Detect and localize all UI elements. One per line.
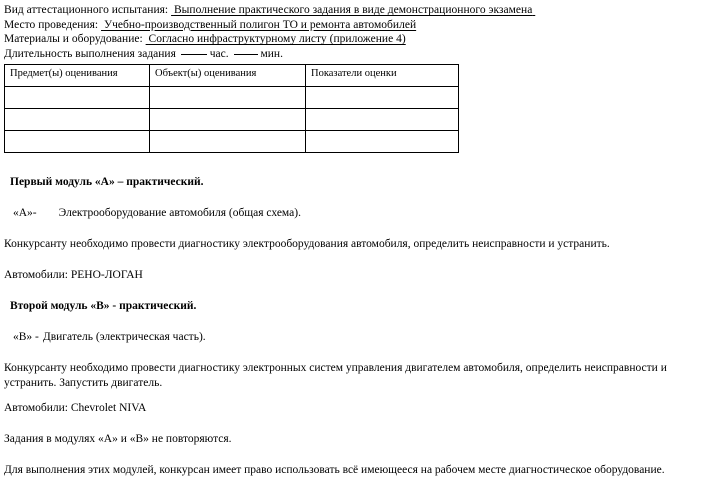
location-line	[4, 18, 698, 33]
materials-line	[4, 32, 698, 47]
spacer	[4, 314, 698, 330]
table-row	[5, 87, 459, 109]
spacer	[4, 153, 698, 175]
spacer	[4, 391, 698, 401]
module-b-heading: Второй модуль «В» - практический.	[10, 300, 197, 313]
table-cell[interactable]	[150, 131, 306, 153]
duration-line	[4, 47, 698, 62]
module-a-topic: Электрооборудование автомобиля (общая схема).	[58, 207, 301, 220]
table-cell[interactable]	[5, 109, 150, 131]
spacer	[4, 252, 698, 268]
module-a-task: Конкурсанту необходимо провести диагностику электрооборудования автомобиля, определить неисправности и устранить.	[4, 238, 610, 251]
exam-type-line	[4, 3, 698, 18]
note-equipment: Для выполнения этих модулей, конкурсан имеет право использовать всё имеющееся на рабочем месте диагностическое оборудование.	[4, 464, 665, 477]
duration-label: Длительность выполнения задания	[4, 47, 176, 60]
table-cell[interactable]	[150, 109, 306, 131]
spacer	[4, 447, 698, 463]
module-a-code: «А»-	[13, 207, 37, 220]
module-b-topic-line	[4, 330, 698, 345]
table-header-cell-object: Объект(ы) оценивания	[150, 65, 306, 87]
location-value: Учебно-производственный полигон ТО и ремонта автомобилей	[103, 18, 417, 31]
table-cell[interactable]	[5, 87, 150, 109]
assessment-table	[4, 64, 459, 153]
table-row	[5, 109, 459, 131]
table-cell[interactable]	[306, 109, 459, 131]
duration-hours-unit: час.	[209, 47, 229, 60]
table-cell[interactable]	[5, 131, 150, 153]
spacer	[4, 416, 698, 432]
table-header-cell-indicators: Показатели оценки	[306, 65, 459, 87]
table-header-row	[5, 65, 459, 87]
module-b-code: «В» -	[13, 331, 39, 344]
materials-label: Материалы и оборудование:	[4, 33, 143, 46]
duration-hours-blank[interactable]	[181, 54, 207, 55]
spacer	[4, 190, 698, 206]
note-no-repeat: Задания в модулях «А» и «В» не повторяются.	[4, 433, 232, 446]
module-b-task: Конкурсанту необходимо провести диагностику электронных систем управления двигателем автомобиля, определить неисправности и устранить. Запустить двигатель.	[4, 362, 667, 390]
exam-type-label: Вид аттестационного испытания:	[4, 4, 169, 16]
module-b-topic: Двигатель (электрическая часть).	[42, 331, 206, 344]
duration-minutes-unit: мин.	[260, 47, 283, 60]
module-a-topic-line	[4, 206, 698, 221]
location-label: Место проведения:	[4, 18, 99, 31]
table-header-cell-subject: Предмет(ы) оценивания	[5, 65, 150, 87]
spacer	[4, 283, 698, 299]
module-b-vehicles: Автомобили: Chevrolet NIVA	[4, 402, 147, 415]
spacer	[4, 221, 698, 237]
table-row	[5, 131, 459, 153]
exam-type-value: Выполнение практического задания в виде демонстрационного экзамена	[173, 4, 533, 16]
materials-value: Согласно инфраструктурному листу (приложение 4)	[148, 33, 406, 46]
table-cell[interactable]	[150, 87, 306, 109]
module-a-heading: Первый модуль «А» – практический.	[10, 176, 204, 189]
table-cell[interactable]	[306, 131, 459, 153]
spacer	[4, 345, 698, 361]
table-cell[interactable]	[306, 87, 459, 109]
module-a-vehicles: Автомобили: РЕНО-ЛОГАН	[4, 269, 143, 282]
duration-minutes-blank[interactable]	[234, 54, 258, 55]
